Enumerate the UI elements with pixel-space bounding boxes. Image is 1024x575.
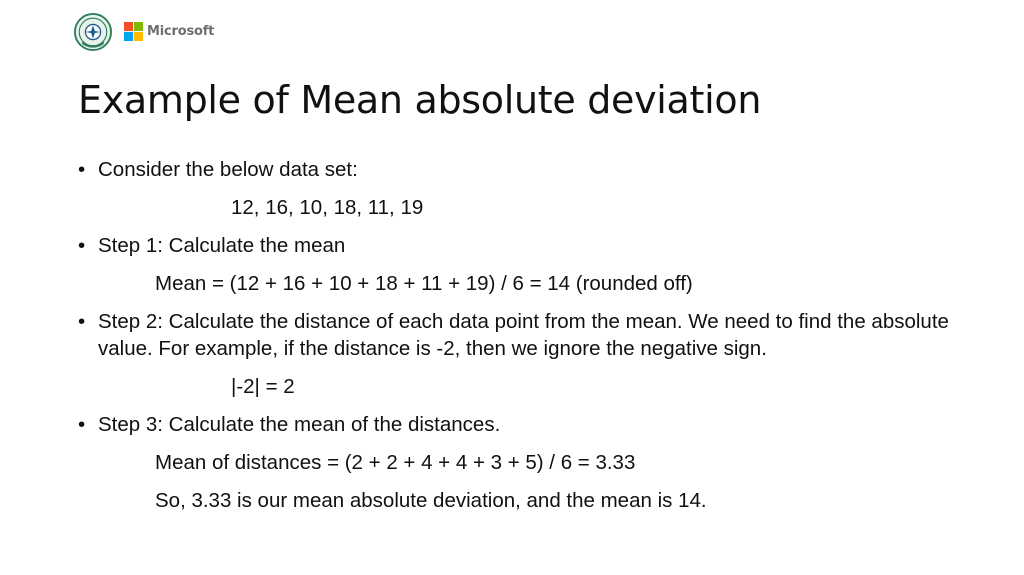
sub-line: Mean of distances = (2 + 2 + 4 + 4 + 3 + 5) / 6 = 3.33 [155, 451, 636, 474]
microsoft-square-green [134, 22, 143, 31]
bullet-item [78, 308, 958, 362]
bullet-text: Step 1: Calculate the mean [98, 234, 346, 257]
slide-title: Example of Mean absolute deviation [78, 78, 762, 122]
microsoft-logo [124, 22, 214, 41]
sub-line: 12, 16, 10, 18, 11, 19 [231, 196, 424, 219]
microsoft-wordmark: Microsoft [147, 23, 215, 39]
bullet-dot-icon: • [78, 413, 86, 436]
bullet-dot-icon: • [78, 158, 86, 181]
microsoft-windows-icon [124, 22, 143, 41]
sub-line: So, 3.33 is our mean absolute deviation, and the mean is 14. [155, 489, 707, 512]
institution-seal-icon [74, 13, 112, 51]
sub-line: |-2| = 2 [231, 375, 295, 398]
bullet-text: Step 3: Calculate the mean of the distances. [98, 413, 501, 436]
bullet-text: Consider the below data set: [98, 158, 358, 181]
slide-body [78, 156, 958, 525]
microsoft-square-red [124, 22, 133, 31]
sub-line: Mean = (12 + 16 + 10 + 18 + 11 + 19) / 6 = 14 (rounded off) [155, 272, 693, 295]
bullet-dot-icon: • [78, 310, 86, 333]
microsoft-square-blue [124, 32, 133, 41]
header-logos [74, 12, 214, 52]
bullet-item [78, 156, 958, 183]
microsoft-square-yellow [134, 32, 143, 41]
bullet-text: Step 2: Calculate the distance of each data point from the mean. We need to find the absolute value. For example, if the distance is -2, then we ignore the negative sign. [98, 310, 949, 360]
bullet-dot-icon: • [78, 234, 86, 257]
bullet-item [78, 232, 958, 259]
bullet-item [78, 411, 958, 438]
